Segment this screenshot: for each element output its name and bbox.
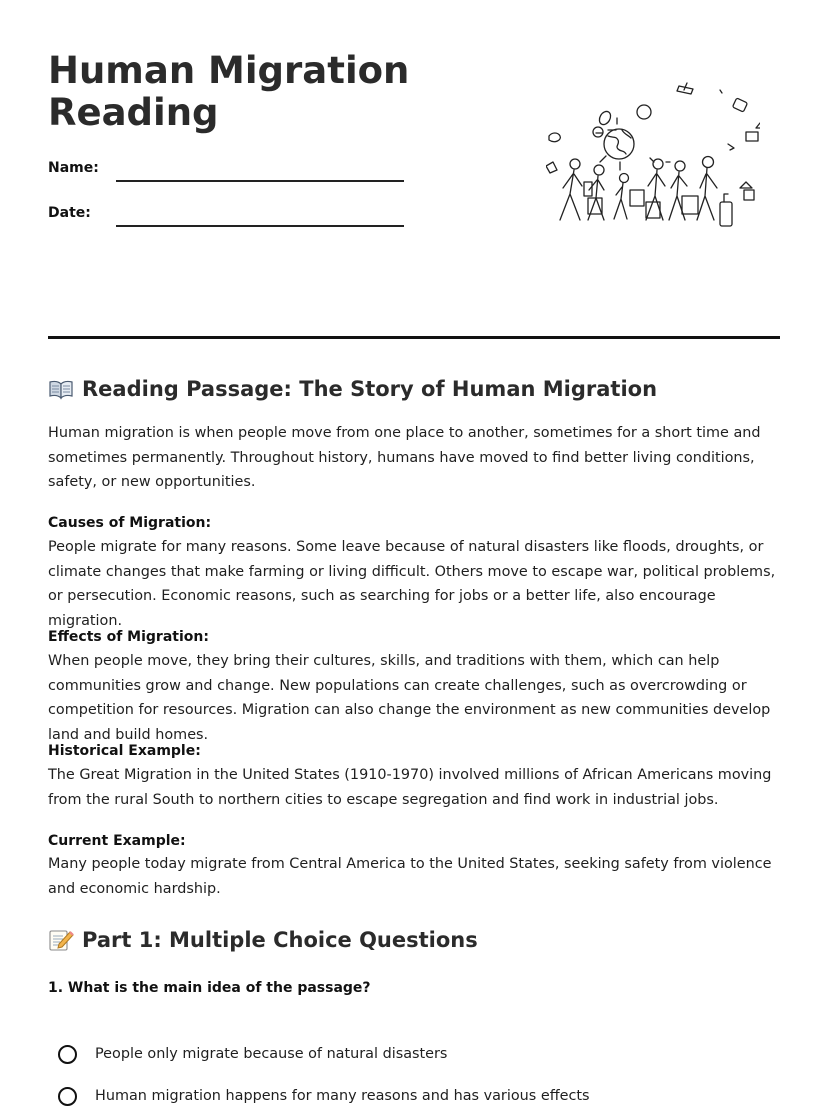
causes-text: People migrate for many reasons. Some leave because of natural disasters like floods, droughts, or climate changes that make farming or living difficult. Others move to escape war, political problems, or persecution. Economic reasons, such as searching for jobs or a better life, also encourage migration. bbox=[48, 539, 776, 629]
effects-text: When people move, they bring their cultures, skills, and traditions with them, which can help communities grow and change. New populations can create challenges, such as overcrowding or competition for resources. Migration can also change the environment as new communities develop land and build homes. bbox=[48, 653, 771, 743]
question-1-option-2[interactable] bbox=[58, 1084, 590, 1108]
radio-button[interactable] bbox=[58, 1045, 77, 1064]
current-example-text: Many people today migrate from Central America to the United States, seeking safety from violence and economic hardship. bbox=[48, 856, 772, 897]
reading-passage-heading-text: Reading Passage: The Story of Human Migration bbox=[82, 377, 658, 401]
name-field[interactable] bbox=[48, 160, 408, 186]
open-book-icon bbox=[48, 377, 74, 401]
current-example-subheading: Current Example: bbox=[48, 833, 186, 849]
radio-button[interactable] bbox=[58, 1087, 77, 1106]
migration-travelers-illustration-icon bbox=[546, 78, 760, 242]
date-blank-line[interactable] bbox=[116, 225, 404, 227]
question-1: 1. What is the main idea of the passage? bbox=[48, 980, 371, 996]
part1-heading bbox=[48, 926, 478, 954]
name-label: Name: bbox=[48, 160, 99, 176]
historical-example-text: The Great Migration in the United States (1910-1970) involved millions of African Americans moving from the rural South to northern cities to escape segregation and find work in industrial jobs. bbox=[48, 767, 772, 808]
part1-heading-text: Part 1: Multiple Choice Questions bbox=[82, 928, 478, 952]
option-label: Human migration happens for many reasons and has various effects bbox=[95, 1088, 590, 1104]
date-label: Date: bbox=[48, 205, 91, 221]
passage-intro: Human migration is when people move from one place to another, sometimes for a short time and sometimes permanently. Throughout history, humans have moved to find better living conditions, safety, or new opportunities. bbox=[48, 425, 761, 491]
historical-example-subheading: Historical Example: bbox=[48, 743, 201, 759]
section-divider bbox=[48, 336, 780, 339]
page-title: Human Migration Reading bbox=[48, 49, 410, 134]
reading-passage-heading bbox=[48, 375, 657, 403]
question-1-option-1[interactable] bbox=[58, 1042, 447, 1066]
memo-pencil-icon bbox=[48, 928, 74, 952]
date-field[interactable] bbox=[48, 205, 408, 231]
effects-subheading: Effects of Migration: bbox=[48, 629, 209, 645]
option-label: People only migrate because of natural disasters bbox=[95, 1046, 448, 1062]
name-blank-line[interactable] bbox=[116, 180, 404, 182]
causes-subheading: Causes of Migration: bbox=[48, 515, 212, 531]
